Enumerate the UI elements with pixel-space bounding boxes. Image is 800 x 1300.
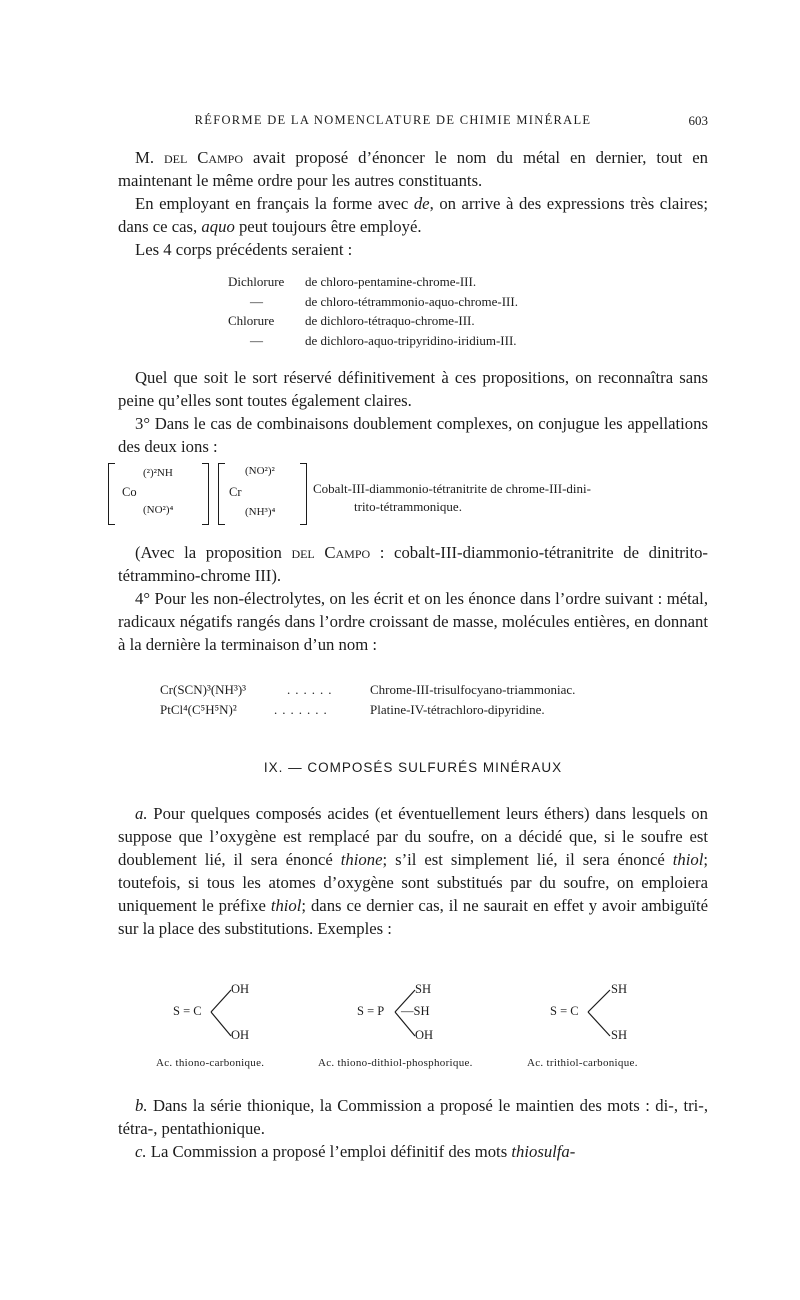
structure-caption: Ac. thiono-carbonique. bbox=[156, 1057, 265, 1069]
list-item-prefix: — bbox=[250, 293, 263, 309]
complex-name-line: trito-tétrammonique. bbox=[354, 499, 462, 514]
metal-symbol: Co bbox=[122, 485, 137, 499]
paragraph-sulfur-compounds bbox=[118, 802, 708, 940]
text-run: : cobalt-III-diammonio-tétranitrite de dinitrito-tétrammino-chrome III). bbox=[118, 543, 708, 585]
paragraph-del-campo-proposition bbox=[118, 541, 708, 587]
group-bottom: OH bbox=[231, 1028, 250, 1042]
compound-name: Chrome-III-trisulfocyano-triammoniac. bbox=[370, 682, 576, 697]
italic-thiol: thiol bbox=[672, 850, 704, 869]
text-run: ; dans ce dernier cas, il ne saurait en effet y avoir ambiguïté sur la place des substitutions. Exemples : bbox=[118, 896, 708, 938]
group-top: OH bbox=[231, 982, 250, 996]
text-run: Dans la série thionique, la Commission a proposé le maintien des mots : di-, tri-, tétra-, pentathionique. bbox=[118, 1096, 708, 1138]
italic-thione: thione bbox=[340, 850, 383, 869]
text-run: ; s’il est simplement lié, il sera énoncé bbox=[382, 850, 673, 869]
group-middle: —SH bbox=[401, 1004, 430, 1018]
item-label: c. bbox=[135, 1142, 147, 1161]
core-atom: S = C bbox=[173, 1004, 202, 1018]
list-item-name: de dichloro-aquo-tripyridino-iridium-III. bbox=[305, 332, 517, 348]
paragraph-intro-list: Les 4 corps précédents seraient : bbox=[135, 240, 353, 259]
item-label: b. bbox=[135, 1096, 148, 1115]
running-header bbox=[118, 113, 708, 133]
compound-name: Platine-IV-tétrachloro-dipyridine. bbox=[370, 702, 545, 717]
list-item bbox=[228, 292, 518, 312]
chemical-formula: Cr(SCN)³(NH³)³ bbox=[160, 682, 247, 697]
paragraph-french-form bbox=[118, 192, 708, 238]
paragraph-del-campo bbox=[118, 146, 708, 192]
author-name: del Campo bbox=[291, 543, 371, 562]
text-run: ; toutefois, si tous les atomes d’oxygène sont substitués par du soufre, on emploiera uniquement le préfixe bbox=[118, 850, 708, 915]
ligand-top: (²)²NH bbox=[143, 467, 173, 479]
list-item-prefix: Dichlorure bbox=[228, 274, 285, 289]
italic-de: de bbox=[413, 194, 430, 213]
complex-name bbox=[313, 480, 591, 516]
page-number: 603 bbox=[688, 113, 708, 128]
leader-dots: ....... bbox=[274, 702, 332, 717]
group-top: SH bbox=[415, 982, 431, 996]
list-item-name: de dichloro-tétraquo-chrome-III. bbox=[305, 313, 475, 328]
paragraph-thionic-series bbox=[118, 1094, 708, 1140]
paragraph-text: avait proposé d’énoncer le nom du métal en dernier, tout en maintenant le même ordre pour les autres constituants. bbox=[118, 148, 708, 190]
complex-name-line: Cobalt-III-diammonio-tétranitrite de chrome-III-dini- bbox=[313, 481, 591, 496]
text-run: , on arrive à des expressions très claires; dans ce cas, bbox=[118, 194, 708, 236]
group-bottom: SH bbox=[611, 1028, 627, 1042]
item-label: a. bbox=[135, 804, 148, 823]
paragraph-double-complex: 3° Dans le cas de combinaisons doublement complexes, on conjugue les appellations des deux ions : bbox=[118, 414, 708, 456]
core-atom: S = C bbox=[550, 1004, 579, 1018]
structure-caption: Ac. trithiol-carbonique. bbox=[527, 1057, 638, 1069]
list-item-prefix: Chlorure bbox=[228, 313, 275, 328]
structure-caption: Ac. thiono-dithiol-phosphorique. bbox=[318, 1057, 473, 1069]
list-item-name: de chloro-pentamine-chrome-III. bbox=[305, 274, 477, 289]
right-bracket bbox=[300, 463, 307, 525]
italic-thiosulfa: thiosulfa- bbox=[511, 1142, 576, 1161]
paragraph-non-electrolytes: 4° Pour les non-électrolytes, on les écrit et on les énonce dans l’ordre suivant : métal, radicaux négatifs rangés dans l’ordre croissant de masse, molécules entières, en donnant à la dernière la terminaison d’un nom : bbox=[118, 589, 708, 654]
ligand-bottom: (NO²)⁴ bbox=[143, 504, 174, 516]
paragraph-thiosulfa bbox=[118, 1140, 708, 1163]
section-heading: IX. — COMPOSÉS SULFURÉS MINÉRAUX bbox=[263, 760, 563, 775]
core-atom: S = P bbox=[357, 1004, 385, 1018]
list-item-name: de chloro-tétrammonio-aquo-chrome-III. bbox=[305, 293, 518, 309]
running-title: RÉFORME DE LA NOMENCLATURE DE CHIMIE MINÉRALE bbox=[194, 113, 592, 127]
leader-dots: ...... bbox=[287, 682, 337, 697]
list-item bbox=[228, 331, 518, 351]
list-item bbox=[228, 311, 518, 331]
formula-row bbox=[160, 702, 545, 718]
text-run: (Avec la proposition bbox=[135, 543, 292, 562]
text-run: Pour quelques composés acides (et éventuellement leurs éthers) dans lesquels on suppose que l’oxygène est remplacé par du soufre, on a décidé que, si le soufre est doublement lié, il sera énoncé bbox=[118, 804, 708, 869]
group-top: SH bbox=[611, 982, 627, 996]
text-run: En employant en français la forme avec bbox=[135, 194, 414, 213]
text-run: peut toujours être employé. bbox=[234, 217, 422, 236]
list-item bbox=[228, 272, 518, 292]
left-bracket bbox=[218, 463, 225, 525]
author-name: M. del Campo bbox=[135, 148, 244, 167]
ligand-bottom: (NH³)⁴ bbox=[245, 506, 276, 518]
list-item-prefix: — bbox=[250, 332, 263, 348]
chemical-formula: PtCl⁴(C⁵H⁵N)² bbox=[160, 702, 237, 717]
left-bracket bbox=[108, 463, 115, 525]
formula-row bbox=[160, 682, 575, 698]
italic-thiol: thiol bbox=[270, 896, 302, 915]
metal-symbol: Cr bbox=[229, 485, 242, 499]
nomenclature-list bbox=[228, 272, 518, 350]
right-bracket bbox=[202, 463, 209, 525]
text-run: La Commission a proposé l’emploi définitif des mots bbox=[146, 1142, 512, 1161]
paragraph-propositions: Quel que soit le sort réservé définitivement à ces propositions, on reconnaîtra sans peine qu’elles sont toutes également claires. bbox=[118, 368, 708, 410]
ligand-top: (NO²)² bbox=[245, 465, 275, 477]
group-bottom: OH bbox=[415, 1028, 434, 1042]
italic-aquo: aquo bbox=[201, 217, 235, 236]
